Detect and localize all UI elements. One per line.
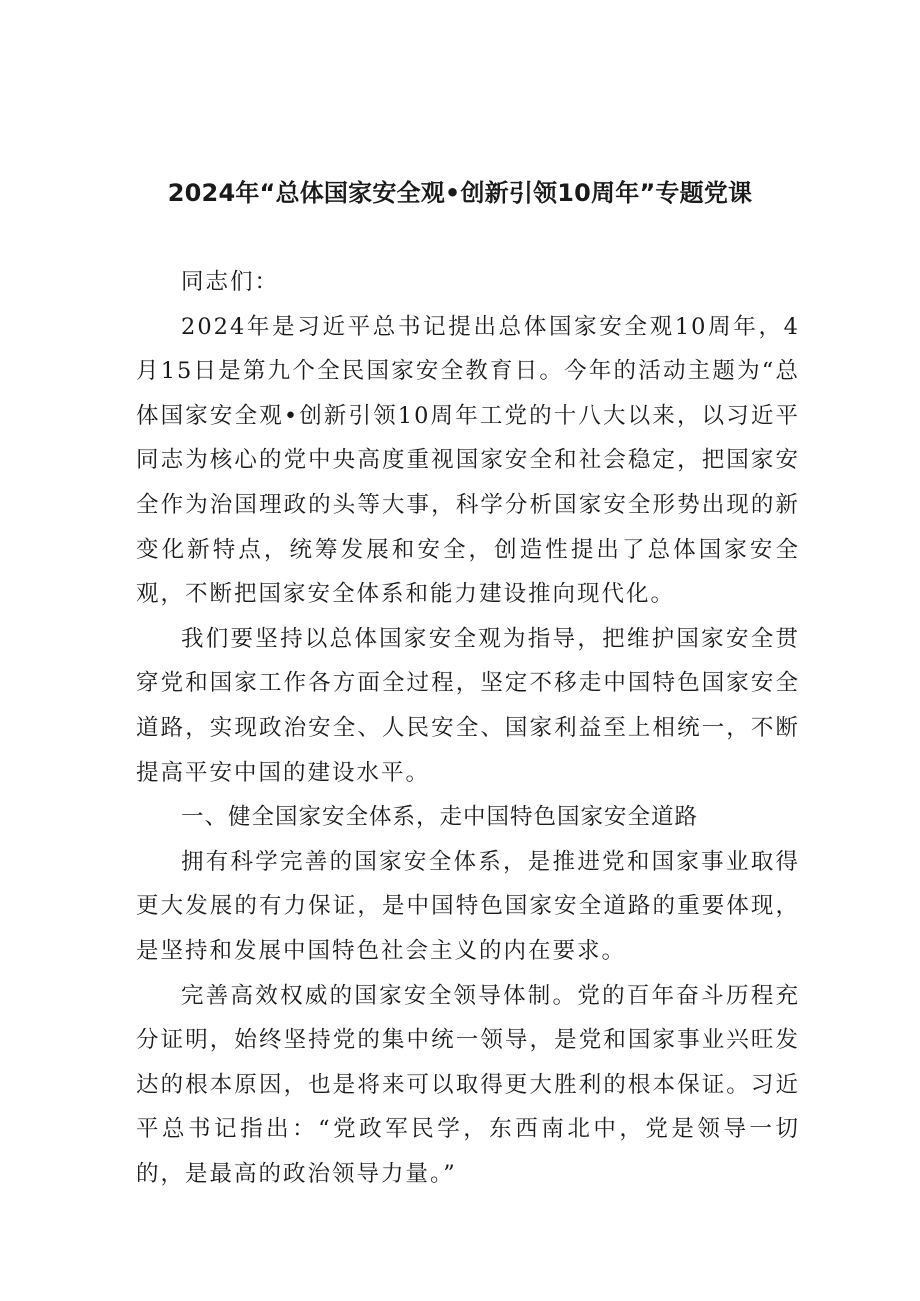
- salutation: 同志们：: [181, 269, 280, 295]
- paragraph-intro: 2024年是习近平总书记提出总体国家安全观10周年，4月15日是第九个全民国家安全教育日。今年的活动主题为“总体国家安全观•创新引领10周年工党的十八大以来，以习近平同志为核心的党中央高度重视国家安全和社会稳定，把国家安全作为治国理政的头等大事，科学分析国家安全形势出现的新变化新特点，统筹发展和安全，创造性提出了总体国家安全观，不断把国家安全体系和能力建设推向现代化。: [136, 313, 800, 608]
- paragraph-system: 拥有科学完善的国家安全体系，是推进党和国家事业取得更大发展的有力保证，是中国特色国家安全道路的重要体现，是坚持和发展中国特色社会主义的内在要求。: [136, 848, 800, 964]
- document-body: [136, 260, 800, 1196]
- paragraph-guidance: 我们要坚持以总体国家安全观为指导，把维护国家安全贯穿党和国家工作各方面全过程，坚定不移走中国特色国家安全道路，实现政治安全、人民安全、国家利益至上相统一，不断提高平安中国的建设水平。: [136, 625, 800, 786]
- document-title: 2024年“总体国家安全观•创新引领10周年”专题党课: [167, 179, 753, 207]
- paragraph-leadership: 完善高效权威的国家安全领导体制。党的百年奋斗历程充分证明，始终坚持党的集中统一领导，是党和国家事业兴旺发达的根本原因，也是将来可以取得更大胜利的根本保证。习近平总书记指出：“党政军民学，东西南北中，党是领导一切的，是最高的政治领导力量。”: [136, 982, 800, 1187]
- section-heading: 一、健全国家安全体系，走中国特色国家安全道路: [181, 804, 699, 831]
